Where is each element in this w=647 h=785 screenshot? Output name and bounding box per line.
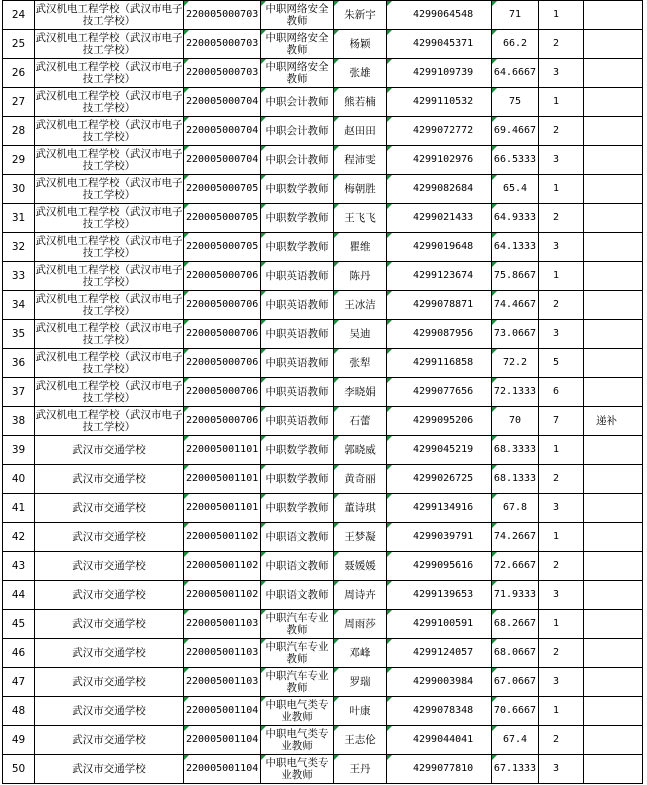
- candidate-name: 李晓娟: [334, 378, 387, 407]
- rank: 2: [539, 639, 584, 668]
- table-row: [3, 552, 643, 581]
- table-row: [3, 146, 643, 175]
- row-index: 28: [3, 117, 35, 146]
- position-name: 中职汽车专业教师: [261, 668, 334, 697]
- position-code: 220005001102: [184, 552, 261, 581]
- school-name: 武汉市交通学校: [35, 639, 184, 668]
- score: 67.0667: [492, 668, 539, 697]
- school-name: 武汉机电工程学校（武汉市电子技工学校）: [35, 175, 184, 204]
- score: 68.1333: [492, 465, 539, 494]
- rank: 3: [539, 233, 584, 262]
- candidate-name: 石蕾: [334, 407, 387, 436]
- results-table: [2, 0, 643, 784]
- school-name: 武汉市交通学校: [35, 436, 184, 465]
- note: [584, 755, 643, 784]
- rank: 2: [539, 726, 584, 755]
- row-index: 36: [3, 349, 35, 378]
- school-name: 武汉机电工程学校（武汉市电子技工学校）: [35, 407, 184, 436]
- score: 67.8: [492, 494, 539, 523]
- note: [584, 30, 643, 59]
- position-name: 中职语文教师: [261, 523, 334, 552]
- score: 69.4667: [492, 117, 539, 146]
- score: 70.6667: [492, 697, 539, 726]
- score: 75: [492, 88, 539, 117]
- rank: 3: [539, 581, 584, 610]
- exam-number: 4299109739: [387, 59, 492, 88]
- candidate-name: 王志伦: [334, 726, 387, 755]
- position-code: 220005001102: [184, 523, 261, 552]
- table-row: [3, 175, 643, 204]
- exam-number: 4299123674: [387, 262, 492, 291]
- exam-number: 4299124057: [387, 639, 492, 668]
- candidate-name: 朱新宇: [334, 1, 387, 30]
- score: 66.5333: [492, 146, 539, 175]
- table-row: [3, 668, 643, 697]
- score: 68.2667: [492, 610, 539, 639]
- rank: 1: [539, 262, 584, 291]
- position-code: 220005000703: [184, 59, 261, 88]
- table-row: [3, 436, 643, 465]
- note: [584, 262, 643, 291]
- candidate-name: 叶康: [334, 697, 387, 726]
- position-name: 中职数学教师: [261, 494, 334, 523]
- school-name: 武汉机电工程学校（武汉市电子技工学校）: [35, 233, 184, 262]
- candidate-name: 张雄: [334, 59, 387, 88]
- rank: 2: [539, 30, 584, 59]
- candidate-name: 王冰洁: [334, 291, 387, 320]
- exam-number: 4299039791: [387, 523, 492, 552]
- candidate-name: 周诗卉: [334, 581, 387, 610]
- rank: 1: [539, 175, 584, 204]
- exam-number: 4299077656: [387, 378, 492, 407]
- score: 71.9333: [492, 581, 539, 610]
- position-name: 中职语文教师: [261, 581, 334, 610]
- row-index: 38: [3, 407, 35, 436]
- note: [584, 175, 643, 204]
- note: [584, 88, 643, 117]
- table-row: [3, 291, 643, 320]
- exam-number: 4299072772: [387, 117, 492, 146]
- rank: 3: [539, 59, 584, 88]
- rank: 1: [539, 1, 584, 30]
- position-code: 220005000706: [184, 378, 261, 407]
- position-name: 中职电气类专业教师: [261, 755, 334, 784]
- row-index: 30: [3, 175, 35, 204]
- position-code: 220005000706: [184, 349, 261, 378]
- school-name: 武汉市交通学校: [35, 726, 184, 755]
- exam-number: 4299100591: [387, 610, 492, 639]
- rank: 5: [539, 349, 584, 378]
- table-body: [3, 1, 643, 784]
- position-code: 220005001101: [184, 494, 261, 523]
- exam-number: 4299078871: [387, 291, 492, 320]
- row-index: 40: [3, 465, 35, 494]
- candidate-name: 郭晓威: [334, 436, 387, 465]
- candidate-name: 周雨莎: [334, 610, 387, 639]
- position-code: 220005000706: [184, 262, 261, 291]
- score: 67.4: [492, 726, 539, 755]
- note: [584, 523, 643, 552]
- exam-number: 4299116858: [387, 349, 492, 378]
- row-index: 49: [3, 726, 35, 755]
- note: [584, 233, 643, 262]
- row-index: 47: [3, 668, 35, 697]
- row-index: 35: [3, 320, 35, 349]
- rank: 2: [539, 117, 584, 146]
- table-row: [3, 581, 643, 610]
- candidate-name: 王梦凝: [334, 523, 387, 552]
- school-name: 武汉机电工程学校（武汉市电子技工学校）: [35, 59, 184, 88]
- row-index: 41: [3, 494, 35, 523]
- candidate-name: 程沛雯: [334, 146, 387, 175]
- position-name: 中职电气类专业教师: [261, 726, 334, 755]
- score: 74.4667: [492, 291, 539, 320]
- position-name: 中职电气类专业教师: [261, 697, 334, 726]
- note: 递补: [584, 407, 643, 436]
- candidate-name: 邓峰: [334, 639, 387, 668]
- table-row: [3, 407, 643, 436]
- exam-number: 4299095616: [387, 552, 492, 581]
- note: [584, 494, 643, 523]
- note: [584, 320, 643, 349]
- score: 68.3333: [492, 436, 539, 465]
- rank: 3: [539, 146, 584, 175]
- row-index: 26: [3, 59, 35, 88]
- school-name: 武汉市交通学校: [35, 494, 184, 523]
- rank: 2: [539, 291, 584, 320]
- school-name: 武汉市交通学校: [35, 465, 184, 494]
- row-index: 31: [3, 204, 35, 233]
- exam-number: 4299095206: [387, 407, 492, 436]
- position-code: 220005001101: [184, 465, 261, 494]
- school-name: 武汉机电工程学校（武汉市电子技工学校）: [35, 378, 184, 407]
- table-row: [3, 30, 643, 59]
- school-name: 武汉机电工程学校（武汉市电子技工学校）: [35, 291, 184, 320]
- position-code: 220005001101: [184, 436, 261, 465]
- position-code: 220005001103: [184, 610, 261, 639]
- school-name: 武汉机电工程学校（武汉市电子技工学校）: [35, 117, 184, 146]
- candidate-name: 梅朝胜: [334, 175, 387, 204]
- note: [584, 146, 643, 175]
- rank: 3: [539, 494, 584, 523]
- candidate-name: 王丹: [334, 755, 387, 784]
- candidate-name: 罗瑞: [334, 668, 387, 697]
- rank: 1: [539, 523, 584, 552]
- candidate-name: 黄奇丽: [334, 465, 387, 494]
- rank: 1: [539, 88, 584, 117]
- position-code: 220005000705: [184, 233, 261, 262]
- row-index: 34: [3, 291, 35, 320]
- school-name: 武汉机电工程学校（武汉市电子技工学校）: [35, 204, 184, 233]
- table-row: [3, 465, 643, 494]
- table-row: [3, 233, 643, 262]
- position-name: 中职网络安全教师: [261, 1, 334, 30]
- exam-number: 4299134916: [387, 494, 492, 523]
- score: 67.1333: [492, 755, 539, 784]
- exam-number: 4299078348: [387, 697, 492, 726]
- table-row: [3, 494, 643, 523]
- exam-number: 4299077810: [387, 755, 492, 784]
- position-name: 中职网络安全教师: [261, 30, 334, 59]
- school-name: 武汉机电工程学校（武汉市电子技工学校）: [35, 1, 184, 30]
- row-index: 50: [3, 755, 35, 784]
- row-index: 24: [3, 1, 35, 30]
- candidate-name: 聂媛媛: [334, 552, 387, 581]
- row-index: 46: [3, 639, 35, 668]
- row-index: 39: [3, 436, 35, 465]
- candidate-name: 熊若楠: [334, 88, 387, 117]
- position-code: 220005000706: [184, 320, 261, 349]
- position-name: 中职汽车专业教师: [261, 610, 334, 639]
- note: [584, 378, 643, 407]
- position-code: 220005000705: [184, 175, 261, 204]
- rank: 7: [539, 407, 584, 436]
- position-code: 220005001102: [184, 581, 261, 610]
- position-code: 220005000704: [184, 146, 261, 175]
- row-index: 32: [3, 233, 35, 262]
- school-name: 武汉市交通学校: [35, 552, 184, 581]
- table-row: [3, 610, 643, 639]
- position-name: 中职英语教师: [261, 320, 334, 349]
- position-code: 220005000706: [184, 291, 261, 320]
- position-code: 220005000704: [184, 117, 261, 146]
- row-index: 45: [3, 610, 35, 639]
- table-row: [3, 1, 643, 30]
- school-name: 武汉市交通学校: [35, 581, 184, 610]
- position-code: 220005001103: [184, 639, 261, 668]
- score: 72.1333: [492, 378, 539, 407]
- table-row: [3, 523, 643, 552]
- table-row: [3, 117, 643, 146]
- school-name: 武汉机电工程学校（武汉市电子技工学校）: [35, 88, 184, 117]
- exam-number: 4299045219: [387, 436, 492, 465]
- position-name: 中职会计教师: [261, 88, 334, 117]
- note: [584, 1, 643, 30]
- row-index: 25: [3, 30, 35, 59]
- position-name: 中职英语教师: [261, 262, 334, 291]
- table-row: [3, 262, 643, 291]
- position-name: 中职英语教师: [261, 291, 334, 320]
- table-row: [3, 204, 643, 233]
- score: 71: [492, 1, 539, 30]
- candidate-name: 王飞飞: [334, 204, 387, 233]
- position-code: 220005000706: [184, 407, 261, 436]
- position-code: 220005000704: [184, 88, 261, 117]
- exam-number: 4299045371: [387, 30, 492, 59]
- note: [584, 697, 643, 726]
- candidate-name: 张犁: [334, 349, 387, 378]
- table-row: [3, 697, 643, 726]
- candidate-name: 陈丹: [334, 262, 387, 291]
- rank: 1: [539, 610, 584, 639]
- table-row: [3, 726, 643, 755]
- score: 74.2667: [492, 523, 539, 552]
- position-name: 中职会计教师: [261, 146, 334, 175]
- school-name: 武汉市交通学校: [35, 697, 184, 726]
- rank: 3: [539, 755, 584, 784]
- position-name: 中职数学教师: [261, 204, 334, 233]
- candidate-name: 赵田田: [334, 117, 387, 146]
- position-name: 中职英语教师: [261, 378, 334, 407]
- position-code: 220005001104: [184, 755, 261, 784]
- position-code: 220005001104: [184, 697, 261, 726]
- exam-number: 4299110532: [387, 88, 492, 117]
- candidate-name: 董诗琪: [334, 494, 387, 523]
- position-name: 中职数学教师: [261, 436, 334, 465]
- note: [584, 610, 643, 639]
- school-name: 武汉机电工程学校（武汉市电子技工学校）: [35, 320, 184, 349]
- table-row: [3, 88, 643, 117]
- table-row: [3, 349, 643, 378]
- exam-number: 4299082684: [387, 175, 492, 204]
- position-code: 220005001103: [184, 668, 261, 697]
- row-index: 48: [3, 697, 35, 726]
- score: 64.9333: [492, 204, 539, 233]
- exam-number: 4299064548: [387, 1, 492, 30]
- exam-number: 4299102976: [387, 146, 492, 175]
- position-name: 中职语文教师: [261, 552, 334, 581]
- note: [584, 639, 643, 668]
- position-name: 中职数学教师: [261, 465, 334, 494]
- note: [584, 349, 643, 378]
- note: [584, 204, 643, 233]
- position-name: 中职英语教师: [261, 407, 334, 436]
- note: [584, 117, 643, 146]
- score: 70: [492, 407, 539, 436]
- position-name: 中职网络安全教师: [261, 59, 334, 88]
- school-name: 武汉市交通学校: [35, 610, 184, 639]
- score: 64.6667: [492, 59, 539, 88]
- position-code: 220005000705: [184, 204, 261, 233]
- table-row: [3, 755, 643, 784]
- rank: 2: [539, 465, 584, 494]
- rank: 2: [539, 552, 584, 581]
- row-index: 29: [3, 146, 35, 175]
- row-index: 42: [3, 523, 35, 552]
- position-name: 中职数学教师: [261, 175, 334, 204]
- score: 73.0667: [492, 320, 539, 349]
- exam-number: 4299003984: [387, 668, 492, 697]
- rank: 3: [539, 320, 584, 349]
- score: 65.4: [492, 175, 539, 204]
- rank: 1: [539, 436, 584, 465]
- exam-number: 4299044041: [387, 726, 492, 755]
- note: [584, 668, 643, 697]
- candidate-name: 杨颖: [334, 30, 387, 59]
- row-index: 33: [3, 262, 35, 291]
- school-name: 武汉机电工程学校（武汉市电子技工学校）: [35, 146, 184, 175]
- rank: 6: [539, 378, 584, 407]
- exam-number: 4299019648: [387, 233, 492, 262]
- table-row: [3, 320, 643, 349]
- table-row: [3, 59, 643, 88]
- score: 64.1333: [492, 233, 539, 262]
- table-row: [3, 639, 643, 668]
- school-name: 武汉机电工程学校（武汉市电子技工学校）: [35, 349, 184, 378]
- score: 75.8667: [492, 262, 539, 291]
- position-code: 220005000703: [184, 30, 261, 59]
- exam-number: 4299139653: [387, 581, 492, 610]
- score: 66.2: [492, 30, 539, 59]
- row-index: 27: [3, 88, 35, 117]
- position-name: 中职汽车专业教师: [261, 639, 334, 668]
- note: [584, 436, 643, 465]
- score: 72.2: [492, 349, 539, 378]
- position-name: 中职数学教师: [261, 233, 334, 262]
- row-index: 44: [3, 581, 35, 610]
- position-code: 220005001104: [184, 726, 261, 755]
- note: [584, 465, 643, 494]
- school-name: 武汉机电工程学校（武汉市电子技工学校）: [35, 30, 184, 59]
- rank: 2: [539, 204, 584, 233]
- note: [584, 552, 643, 581]
- note: [584, 291, 643, 320]
- rank: 1: [539, 697, 584, 726]
- school-name: 武汉市交通学校: [35, 523, 184, 552]
- candidate-name: 吴迪: [334, 320, 387, 349]
- candidate-name: 瞿维: [334, 233, 387, 262]
- school-name: 武汉市交通学校: [35, 668, 184, 697]
- score: 68.0667: [492, 639, 539, 668]
- row-index: 43: [3, 552, 35, 581]
- position-name: 中职会计教师: [261, 117, 334, 146]
- table-row: [3, 378, 643, 407]
- position-code: 220005000703: [184, 1, 261, 30]
- position-name: 中职英语教师: [261, 349, 334, 378]
- exam-number: 4299026725: [387, 465, 492, 494]
- score: 72.6667: [492, 552, 539, 581]
- exam-number: 4299087956: [387, 320, 492, 349]
- exam-number: 4299021433: [387, 204, 492, 233]
- school-name: 武汉机电工程学校（武汉市电子技工学校）: [35, 262, 184, 291]
- school-name: 武汉市交通学校: [35, 755, 184, 784]
- row-index: 37: [3, 378, 35, 407]
- rank: 3: [539, 668, 584, 697]
- note: [584, 581, 643, 610]
- note: [584, 59, 643, 88]
- note: [584, 726, 643, 755]
